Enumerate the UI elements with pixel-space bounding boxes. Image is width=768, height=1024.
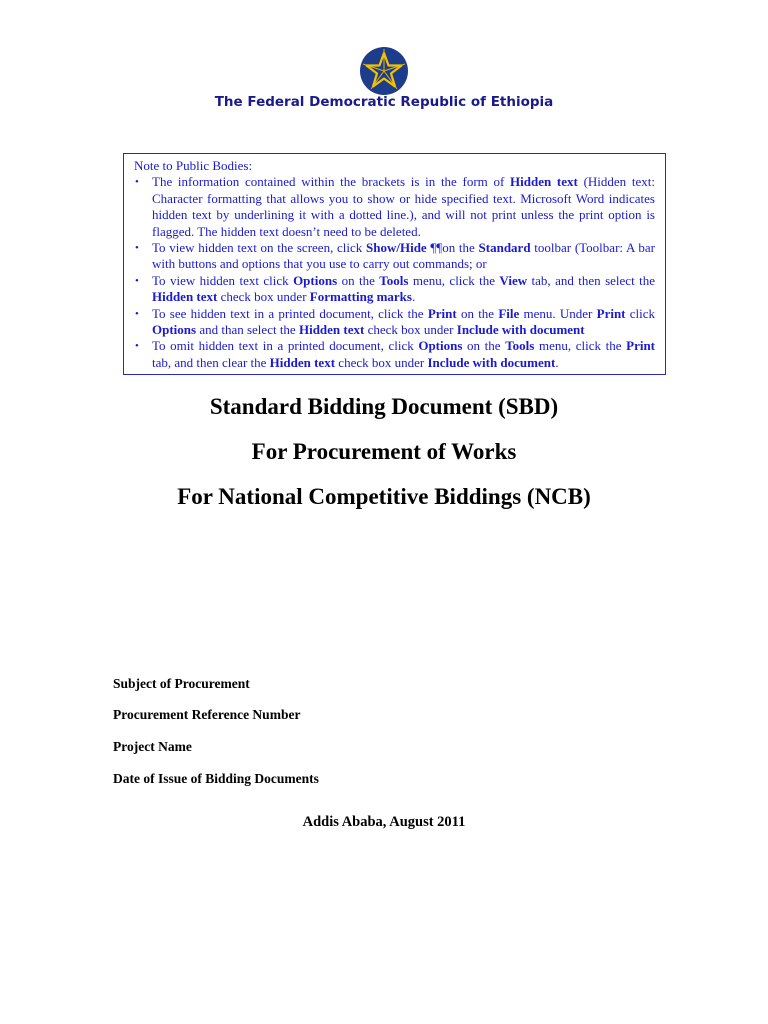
note-text: The information contained within the brackets is in the form of xyxy=(152,174,511,190)
note-bold-term: Standard xyxy=(478,240,531,256)
note-list xyxy=(134,174,655,371)
note-bold-term: Print xyxy=(596,305,626,321)
note-text: . xyxy=(411,289,416,305)
note-bold-term: Hidden text xyxy=(152,289,218,305)
note-text: (Hidden text: Character formatting that allows you to show or hide specified text. Microsoft Word indicates hidden text by underlining it with a dotted line.), and will not print unless the print option is flagged. The hidden text doesn’t need to be deleted. xyxy=(152,174,655,239)
note-text: on the xyxy=(462,338,506,354)
field-procurement-reference: Procurement Reference Number xyxy=(113,707,301,722)
note-text: . xyxy=(555,354,559,370)
note-text: tab, and then select the xyxy=(527,272,655,288)
note-text: tab, and then clear the xyxy=(152,354,270,370)
note-bold-term: Include with document xyxy=(427,354,556,370)
note-text: on the xyxy=(456,305,499,321)
note-text: menu, click the xyxy=(534,338,627,354)
field-project-name: Project Name xyxy=(113,739,192,754)
place-and-date: Addis Ababa, August 2011 xyxy=(302,814,466,830)
note-text: on the xyxy=(337,272,380,288)
ethiopia-emblem-icon xyxy=(359,46,409,96)
note-bold-term: Hidden text xyxy=(298,322,365,338)
note-bold-term: Print xyxy=(626,338,656,354)
note-text: To view hidden text on the screen, click xyxy=(152,240,367,256)
note-text: toolbar (Toolbar: A bar with buttons and options that you use to carry out commands; or xyxy=(152,240,655,272)
note-bold-term: Formatting marks xyxy=(309,289,412,305)
note-text: and than select the xyxy=(196,322,299,338)
note-text: click xyxy=(625,305,656,321)
note-text: check box under xyxy=(217,289,310,305)
note-text: To omit hidden text in a printed document, click xyxy=(152,338,419,354)
note-bold-term: Include with document xyxy=(456,322,585,338)
note-bullet xyxy=(134,273,655,306)
note-text: menu. Under xyxy=(519,305,597,321)
note-heading: Note to Public Bodies: xyxy=(134,158,253,173)
note-bold-term: File xyxy=(498,305,520,321)
republic-title: The Federal Democratic Republic of Ethiopia xyxy=(214,94,554,110)
note-text: To view hidden text click xyxy=(152,272,294,288)
field-date-of-issue: Date of Issue of Bidding Documents xyxy=(113,771,319,786)
document-title: Standard Bidding Document (SBD) xyxy=(209,394,559,419)
note-bold-term: Tools xyxy=(379,272,409,288)
document-subtitle-works: For Procurement of Works xyxy=(251,439,517,464)
note-text: menu, click the xyxy=(408,272,500,288)
note-bold-term: Tools xyxy=(505,338,535,354)
note-bold-term: Hidden text xyxy=(269,354,336,370)
note-bullet xyxy=(134,338,655,371)
note-text: check box under xyxy=(335,354,428,370)
note-text: To see hidden text in a printed document, click the xyxy=(152,305,428,321)
note-text: check box under xyxy=(364,322,457,338)
emblem-graphic xyxy=(359,46,409,96)
note-bold-term: Hidden text xyxy=(510,174,578,190)
note-bold-term: View xyxy=(499,272,528,288)
note-bold-term: Show/Hide xyxy=(366,240,427,256)
note-to-public-bodies xyxy=(123,153,666,375)
note-bold-term: Options xyxy=(418,338,463,354)
field-subject-of-procurement: Subject of Procurement xyxy=(113,676,250,691)
note-bold-term: Print xyxy=(427,305,457,321)
note-text: ¶¶on the xyxy=(426,240,479,256)
note-bullet xyxy=(134,174,655,240)
note-bullet xyxy=(134,306,655,339)
note-bullet xyxy=(134,240,655,273)
note-bold-term: Options xyxy=(152,322,197,338)
document-subtitle-ncb: For National Competitive Biddings (NCB) xyxy=(177,484,591,509)
note-bold-term: Options xyxy=(293,272,338,288)
